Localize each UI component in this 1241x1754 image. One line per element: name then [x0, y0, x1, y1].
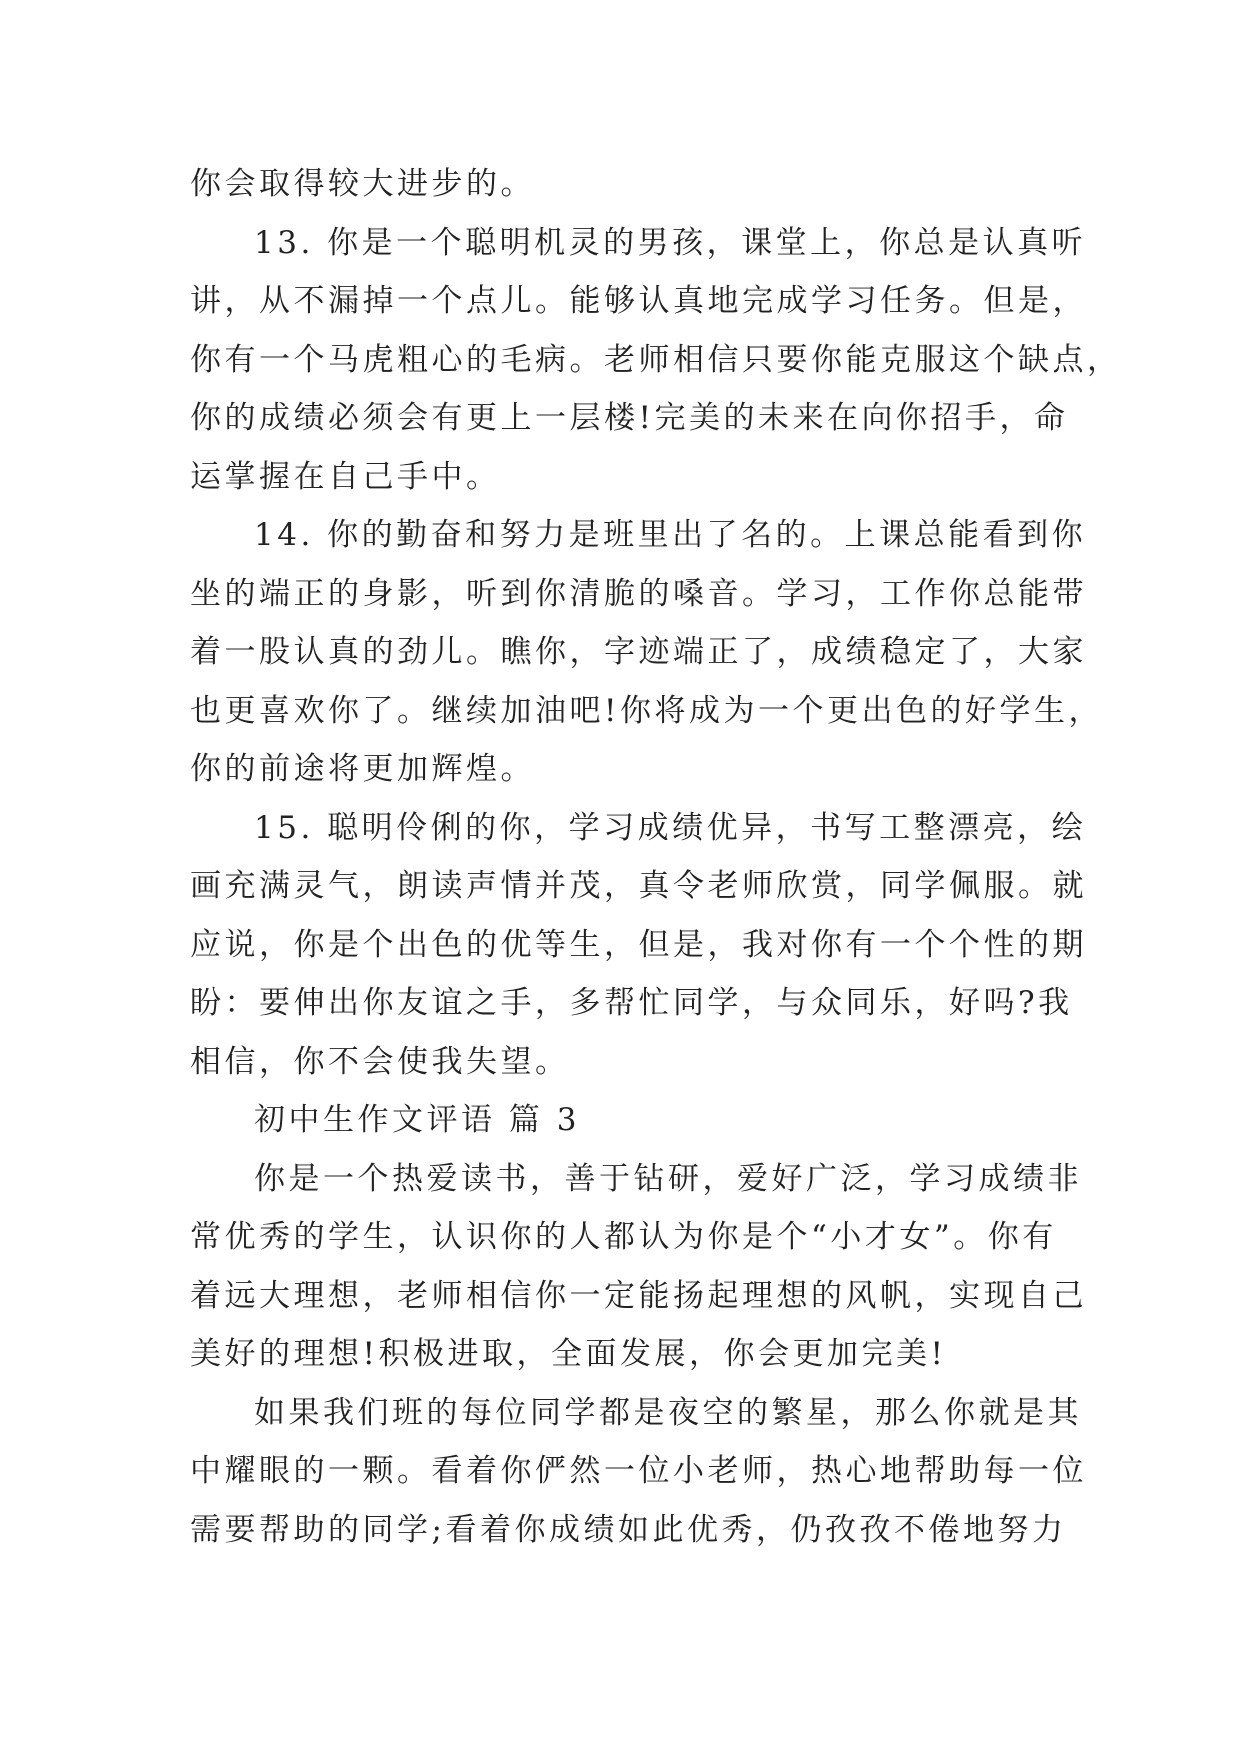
text-line: 坐的端正的身影，听到你清脆的嗓音。学习，工作你总能带 — [190, 575, 1087, 612]
text-line: 中耀眼的一颗。看着你俨然一位小老师，热心地帮助每一位 — [190, 1453, 1087, 1489]
text-line: 15. 聪明伶俐的你，学习成绩优异，书写工整漂亮，绘 — [254, 809, 1087, 846]
document-body — [190, 155, 1122, 1559]
text-line: 你的成绩必须会有更上一层楼!完美的未来在向你招手，命 — [190, 400, 1069, 436]
text-line: 你的前途将更加辉煌。 — [190, 751, 535, 787]
text-line: 讲，从不漏掉一个点儿。能够认真地完成学习任务。但是， — [190, 283, 1087, 319]
text-line: 相信，你不会使我失望。 — [190, 1043, 570, 1080]
section-heading: 初中生作文评语 篇 3 — [254, 1102, 580, 1138]
text-line: 需要帮助的同学;看着你成绩如此优秀，仍孜孜不倦地努力 — [190, 1511, 1067, 1548]
text-line: 美好的理想!积极进取，全面发展，你会更加完美! — [190, 1336, 947, 1372]
text-line: 如果我们班的每位同学都是夜空的繁星，那么你就是其 — [254, 1394, 1082, 1431]
text-line: 也更喜欢你了。继续加油吧!你将成为一个更出色的好学生， — [190, 692, 1103, 729]
text-line: 盼：要伸出你友谊之手，多帮忙同学，与众同乐，好吗?我 — [190, 985, 1073, 1021]
text-line: 运掌握在自己手中。 — [190, 458, 501, 495]
text-line: 13. 你是一个聪明机灵的男孩，课堂上，你总是认真听 — [254, 224, 1087, 261]
text-line: 应说，你是个出色的优等生，但是，我对你有一个个性的期 — [190, 926, 1087, 963]
text-line: 常优秀的学生，认识你的人都认为你是个“小才女”。你有 — [190, 1219, 1057, 1255]
text-line: 着一股认真的劲儿。瞧你，字迹端正了，成绩稳定了，大家 — [190, 634, 1087, 670]
text-line: 画充满灵气，朗读声情并茂，真令老师欣赏，同学佩服。就 — [190, 868, 1087, 904]
text-line: 14. 你的勤奋和努力是班里出了名的。上课总能看到你 — [254, 517, 1087, 553]
text-line: 你有一个马虎粗心的毛病。老师相信只要你能克服这个缺点， — [190, 341, 1122, 378]
text-line: 你会取得较大进步的。 — [190, 166, 535, 202]
text-line: 你是一个热爱读书，善于钻研，爱好广泛，学习成绩非 — [254, 1160, 1082, 1197]
text-line: 着远大理想，老师相信你一定能扬起理想的风帆，实现自己 — [190, 1277, 1087, 1314]
